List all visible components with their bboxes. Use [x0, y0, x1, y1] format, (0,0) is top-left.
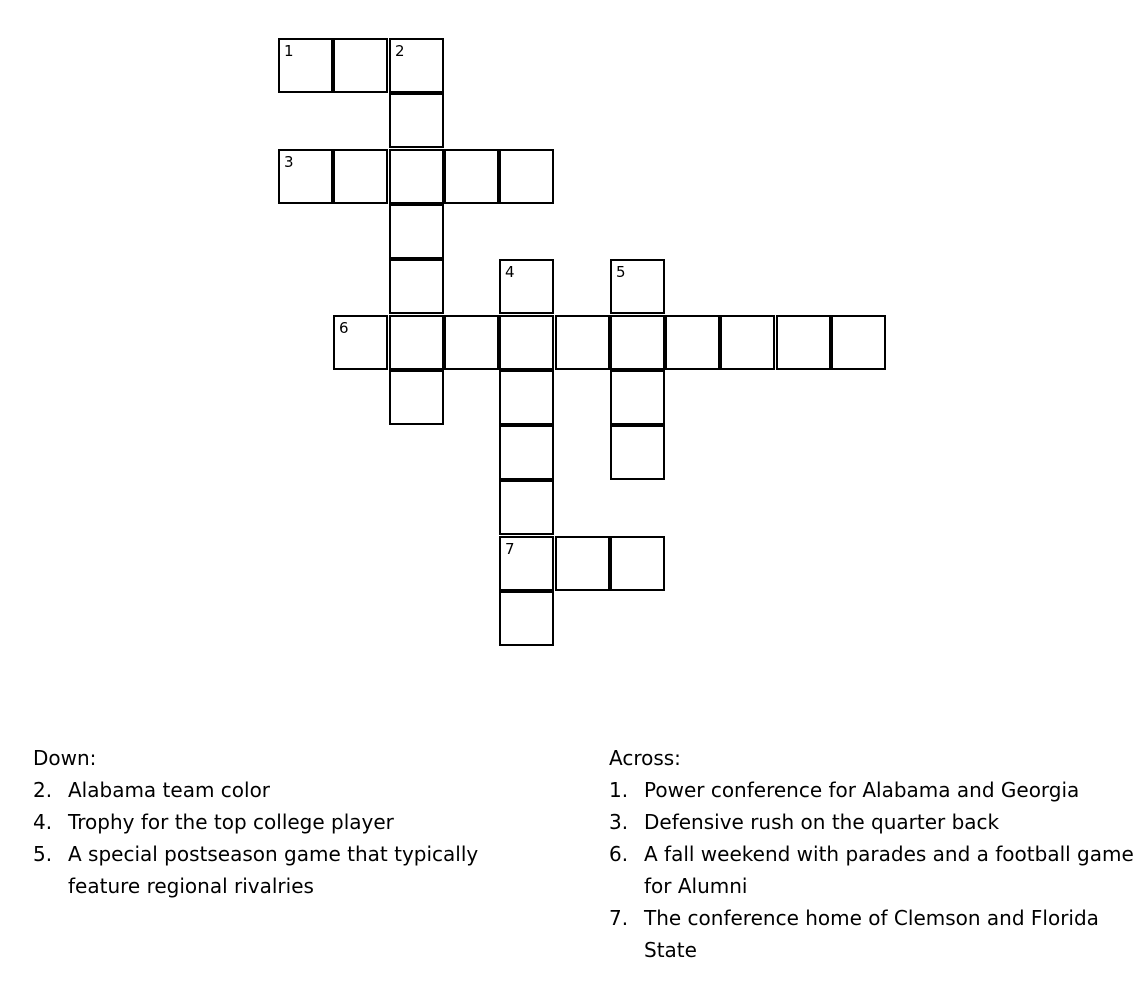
across-clues [609, 742, 1139, 966]
clue-text: Defensive rush on the quarter back [644, 810, 1000, 834]
grid-cell[interactable] [389, 315, 444, 370]
clue-text: A special postseason game that typically feature regional rivalries [68, 842, 479, 898]
clue-text: A fall weekend with parades and a football game for Alumni [644, 842, 1134, 898]
across-clue-3 [609, 806, 1139, 838]
down-clue-4 [33, 806, 543, 838]
across-heading: Across: [609, 746, 681, 770]
grid-cell[interactable] [333, 149, 388, 204]
grid-cell-3[interactable] [278, 149, 333, 204]
grid-cell[interactable] [389, 204, 444, 259]
grid-cell[interactable] [720, 315, 775, 370]
clue-number: 7. [609, 906, 629, 930]
grid-cell[interactable] [831, 315, 886, 370]
grid-cell[interactable] [499, 315, 554, 370]
clue-number-label: 1 [284, 42, 294, 60]
clue-number: 1. [609, 778, 629, 802]
clue-number: 3. [609, 810, 629, 834]
grid-cell[interactable] [610, 370, 665, 425]
down-clues [33, 742, 543, 902]
grid-cell[interactable] [389, 370, 444, 425]
grid-cell[interactable] [389, 259, 444, 314]
grid-cell[interactable] [389, 93, 444, 148]
grid-cell-2[interactable] [389, 38, 444, 93]
grid-cell-1[interactable] [278, 38, 333, 93]
clue-number: 4. [33, 810, 53, 834]
grid-cell[interactable] [499, 370, 554, 425]
across-clue-list [609, 774, 1139, 966]
clue-number: 6. [609, 842, 629, 866]
clue-number-label: 4 [505, 263, 515, 281]
grid-cell[interactable] [333, 38, 388, 93]
grid-cell[interactable] [444, 315, 499, 370]
grid-cell-6[interactable] [333, 315, 388, 370]
clue-text: Power conference for Alabama and Georgia [644, 778, 1080, 802]
grid-cell[interactable] [555, 536, 610, 591]
grid-cell[interactable] [389, 149, 444, 204]
clue-text: The conference home of Clemson and Florida State [644, 906, 1099, 962]
grid-cell[interactable] [444, 149, 499, 204]
grid-cell[interactable] [499, 591, 554, 646]
grid-cell-7[interactable] [499, 536, 554, 591]
clue-number-label: 3 [284, 153, 294, 171]
grid-cell[interactable] [610, 425, 665, 480]
clue-number: 2. [33, 778, 53, 802]
down-heading: Down: [33, 746, 97, 770]
down-clue-5 [33, 838, 543, 902]
grid-cell-4[interactable] [499, 259, 554, 314]
down-clue-list [33, 774, 543, 902]
grid-cell[interactable] [499, 425, 554, 480]
grid-cell-5[interactable] [610, 259, 665, 314]
down-clue-2 [33, 774, 543, 806]
grid-cell[interactable] [610, 315, 665, 370]
clue-number-label: 7 [505, 540, 515, 558]
grid-cell[interactable] [499, 149, 554, 204]
clue-text: Trophy for the top college player [68, 810, 394, 834]
clue-text: Alabama team color [68, 778, 271, 802]
grid-cell[interactable] [499, 480, 554, 535]
across-clue-6 [609, 838, 1139, 902]
grid-cell[interactable] [665, 315, 720, 370]
clue-number: 5. [33, 842, 53, 866]
grid-cell[interactable] [610, 536, 665, 591]
clue-number-label: 2 [395, 42, 405, 60]
clue-number-label: 6 [339, 319, 349, 337]
clue-number-label: 5 [616, 263, 626, 281]
grid-cell[interactable] [776, 315, 831, 370]
across-clue-7 [609, 902, 1139, 966]
across-clue-1 [609, 774, 1139, 806]
grid-cell[interactable] [555, 315, 610, 370]
